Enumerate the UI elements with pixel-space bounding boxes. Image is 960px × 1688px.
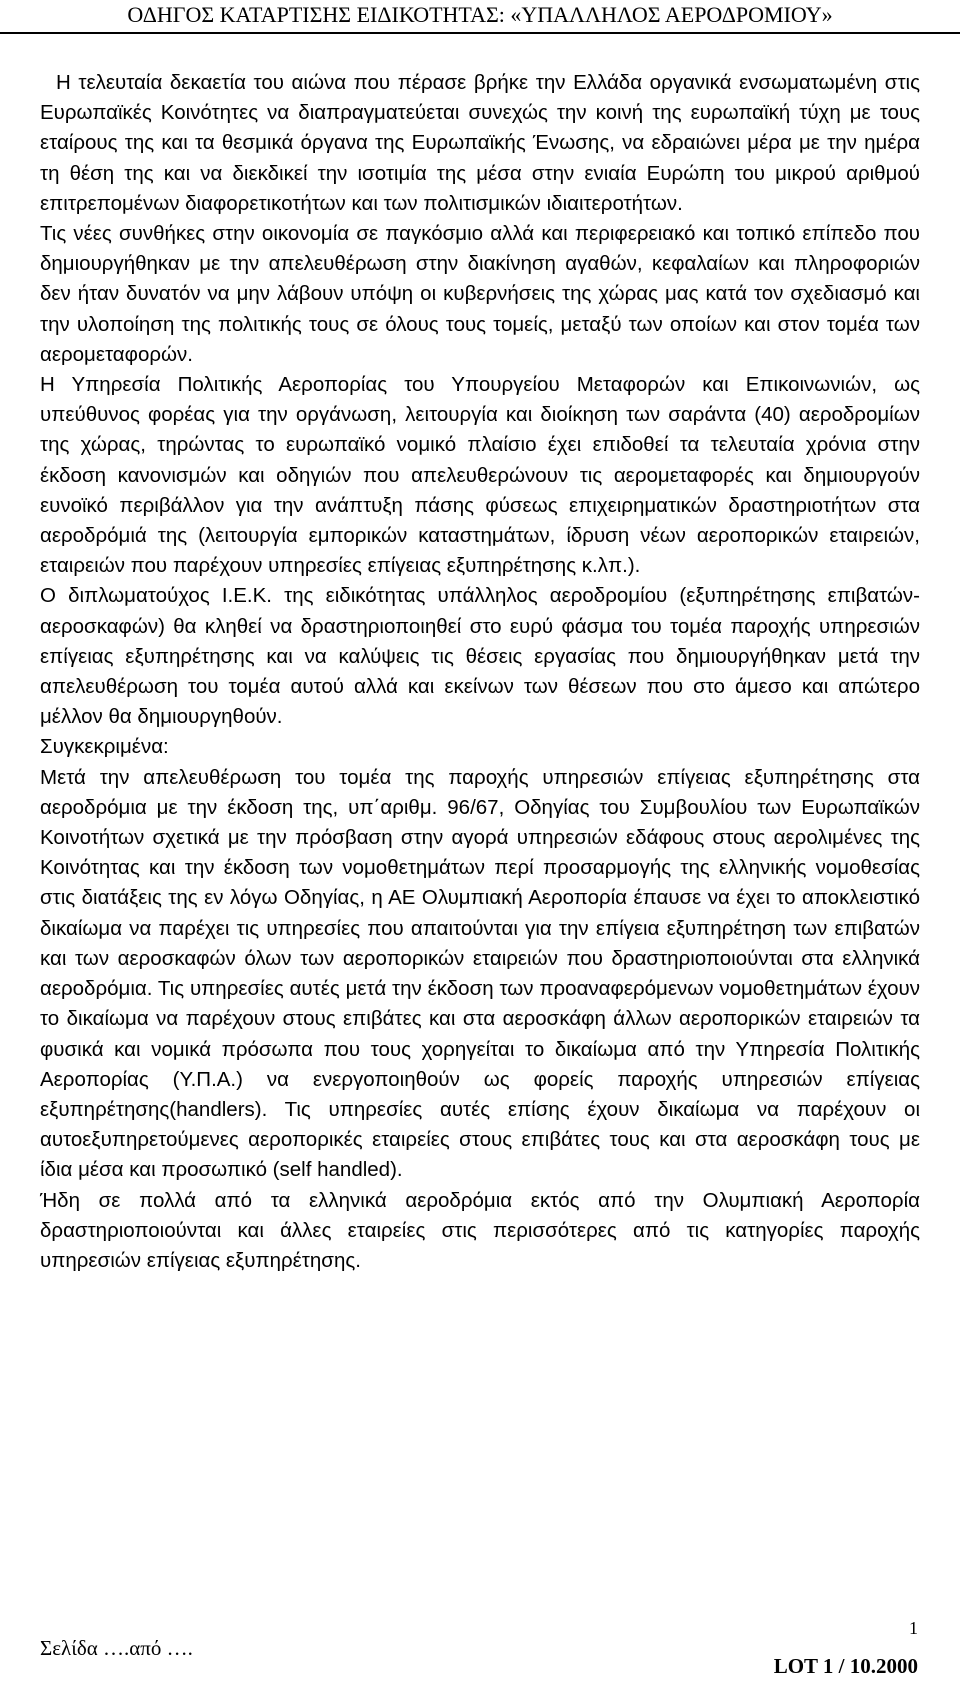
paragraph-graduate: Ο διπλωματούχος Ι.Ε.Κ. της ειδικότητας υπάλληλος αεροδρομίου (εξυπηρέτησης επιβατών-αεροσκαφών) θα κληθεί να δραστηριοποιηθεί στο ευρύ φάσμα του τομέα παροχής υπηρεσιών επίγειας εξυπηρέτησης και να καλύψεις τις θέσεις εργασίας που δημιουργήθηκαν μετά την απελευθέρωση του τομέα αυτού αλλά και εκείνων των θέσεων που στο άμεσο και απώτερο μέλλον θα δημιουργηθούν. [40,584,920,729]
paragraph-civil-aviation: Η Υπηρεσία Πολιτικής Αεροπορίας του Υπουργείου Μεταφορών και Επικοινωνιών, ως υπεύθυνος φορέας για την οργάνωση, λειτουργία και διοίκηση των σαράντα (40) αεροδρομίων της χώρας, τηρώντας το ευρωπαϊκό νομικό πλαίσιο έχει επιδοθεί τα τελευταία χρόνια στην έκδοση κανονισμών και οδηγιών που απελευθερώνουν τις αερομεταφορές και δημιουργούν ευνοϊκό περιβάλλον για την ανάπτυξη πάσης φύσεως επιχειρηματικών δραστηριοτήτων στα αεροδρόμιά της (λειτουργία εμπορικών καταστημάτων, ίδρυση νέων αεροπορικών εταιρειών, εταιρειών που παρέχουν υπηρεσίες επίγειας εξυπηρέτησης κ.λπ.). [40,373,920,578]
document-code: LOT 1 / 10.2000 [773,1654,918,1678]
paragraph-liberalization: Μετά την απελευθέρωση του τομέα της παροχής υπηρεσιών επίγειας εξυπηρέτησης στα αεροδρόμια με την έκδοση της, υπ΄αριθμ. 96/67, Οδηγίας του Συμβουλίου των Ευρωπαϊκών Κοινοτήτων σχετικά με την πρόσβαση στην αγορά υπηρεσιών εδάφους στους αερολιμένες της Κοινότητας και την έκδοση των νομοθετημάτων περί προσαρμογής της ελληνικής νομοθεσίας στις διατάξεις της εν λόγω Οδηγίας, η ΑΕ Ολυμπιακή Αεροπορία έπαυσε να έχει το αποκλειστικό δικαίωμα να παρέχει τις υπηρεσίες που απαιτούνται για την επίγεια εξυπηρέτηση των επιβατών και των αεροσκαφών όλων των αεροπορικών εταιρειών που δραστηριοποιούνται στα ελληνικά αεροδρόμια. Τις υπηρεσίες αυτές μετά την έκδοση των προαναφερόμενων νομοθετημάτων έχουν το δικαίωμα να παρέχουν στους επιβάτες και στα αεροσκάφη άλλων αεροπορικών εταιρειών τα φυσικά και νομικά πρόσωπα που τους χορηγείται το δικαίωμα από την Υπηρεσία Πολιτικής Αεροπορίας (Υ.Π.Α.) να ενεργοποιηθούν ως φορείς παροχής υπηρεσιών επίγειας εξυπηρέτησης(handlers). Τις υπηρεσίες αυτές επίσης έχουν δικαίωμα να παρέχουν οι αυτοεξυπηρετούμενες αεροπορικές εταιρείες στους επιβάτες τους και στα αεροσκάφη τους με ίδια μέσα και προσωπικό (self handled). [40,765,920,1182]
document-body [40,68,920,1276]
paragraph-intro: Η τελευταία δεκαετία του αιώνα που πέρασε βρήκε την Ελλάδα οργανικά ενσωματωμένη στις Ευρωπαϊκές Κοινότητες να διαπραγματεύεται συνεχώς την κοινή της ευρωπαϊκή τύχη με τους εταίρους της και τα θεσμικά όργανα της Ευρωπαϊκής Ένωσης, να εδραιώνει μέρα με την ημέρα τη θέση της και να διεκδικεί την ισοτιμία της μέσα στην ενιαία Ευρώπη του μικρού αριθμού επιτρεπομένων διαφορετικοτήτων και των πολιτισμικών ιδιαιτεροτήτων. [40,71,920,215]
paragraph-airports: Ήδη σε πολλά από τα ελληνικά αεροδρόμια εκτός από την Ολυμπιακή Αεροπορία δραστηριοποιούνται και άλλες εταιρείες στις περισσότερες από τις κατηγορίες παροχής υπηρεσιών επίγειας εξυπηρέτησης. [40,1188,920,1272]
page-label: Σελίδα ….από …. [40,1636,193,1660]
header-title: ΟΔΗΓΟΣ ΚΑΤΑΡΤΙΣΗΣ ΕΙΔΙΚΟΤΗΤΑΣ: «ΥΠΑΛΛΗΛΟΣ ΑΕΡΟΔΡΟΜΙΟΥ» [127,2,833,27]
paragraph-economy: Τις νέες συνθήκες στην οικονομία σε παγκόσμιο αλλά και περιφερειακό και τοπικό επίπεδο που δημιουργήθηκαν με την απελευθέρωση στην διακίνηση αγαθών, κεφαλαίων και πληροφοριών δεν ήταν δυνατόν να μην λάβουν υπόψη οι κυβερνήσεις της χώρας μας κατά τον σχεδιασμό και την υλοποίηση της πολιτικής τους σε όλους τους τομείς, μεταξύ των οποίων και στον τομέα των αερομεταφορών. [40,222,920,366]
page-number: 1 [909,1618,918,1638]
paragraph-specifically: Συγκεκριμένα: [40,735,169,759]
document-header [0,0,960,34]
